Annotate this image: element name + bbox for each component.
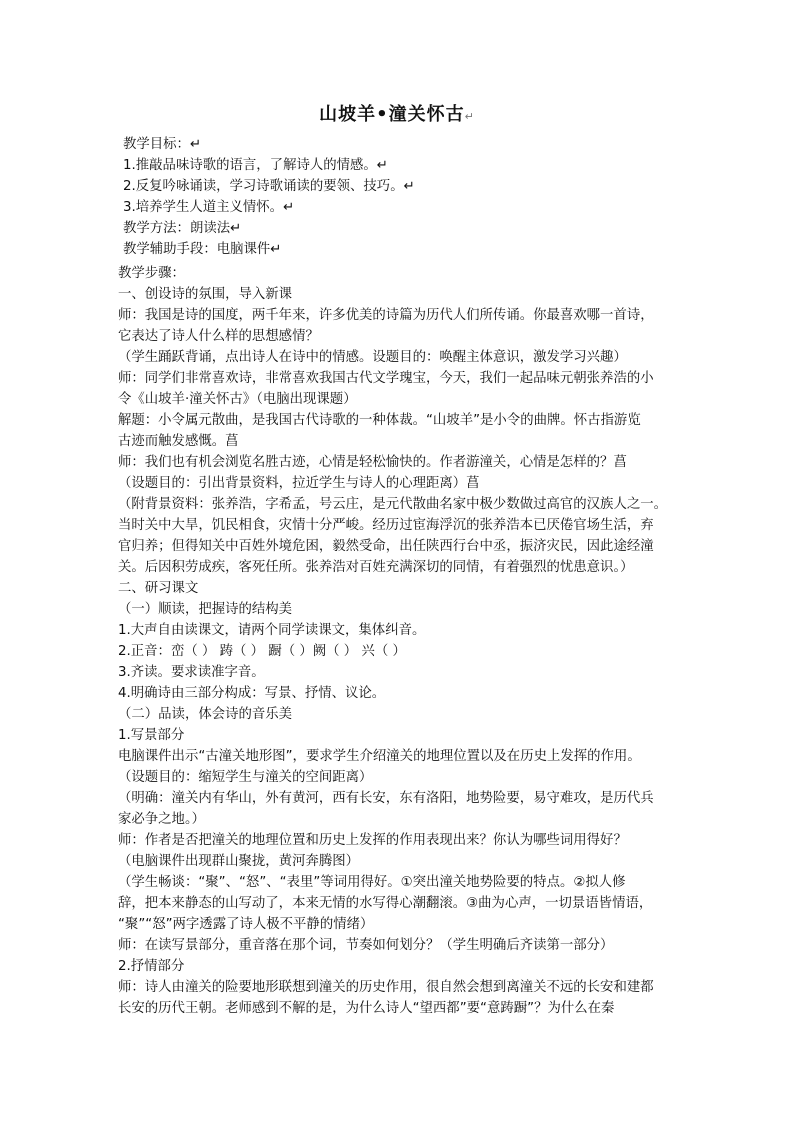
body-line: 师：同学们非常喜欢诗，非常喜欢我国古代文学瑰宝，今天，我们一起品味元朝张养浩的小: [118, 371, 654, 386]
teaching-method: 教学方法：朗读法↵: [123, 221, 242, 236]
body-line: 教学步骤：: [118, 266, 185, 281]
section-heading: 一、创设诗的氛围，导入新课: [118, 287, 293, 302]
body-line: 解题：小令属元散曲，是我国古代诗歌的一种体裁。“山坡羊”是小令的曲牌。怀古指游览: [118, 413, 641, 428]
section-heading: 二、研习课文: [118, 581, 199, 596]
page-title: [0, 100, 794, 126]
body-line: （电脑课件出现群山聚拢，黄河奔腾图）: [118, 854, 360, 869]
body-line: 电脑课件出示“古潼关地形图”，要求学生介绍潼关的地理位置以及在历史上发挥的作用。: [118, 749, 641, 764]
body-line: 关。后因积劳成疾，客死任所。张养浩对百姓充满深切的同情，有着强烈的忧患意识。）: [118, 560, 634, 575]
body-line: 当时关中大旱，饥民相食，灾情十分严峻。经历过宦海浮沉的张养浩本已厌倦官场生活，弃: [118, 518, 654, 533]
body-line: （附背景资料：张养浩，字希孟，号云庄，是元代散曲名家中极少数做过高官的汉族人之一。: [118, 497, 668, 512]
body-line: 令《山坡羊·潼关怀古》（电脑出现课题）: [118, 392, 357, 407]
pronunciation-line: 2.正音：峦（ ） 踌（ ） 蹰（ ）阙（ ） 兴（ ）: [118, 644, 406, 659]
body-line: 长安的历代王朝。老师感到不解的是，为什么诗人“望西都”要“意踌蹰”？为什么在秦: [118, 1001, 615, 1016]
body-line: （学生畅谈：“聚”、“怒”、“表里”等词用得好。①突出潼关地势险要的特点。②拟人修: [118, 875, 626, 890]
body-line: （设题目的：引出背景资料，拉近学生与诗人的心理距离）菖: [118, 476, 480, 491]
body-line: 师：诗人由潼关的险要地形联想到潼关的历史作用，很自然会想到离潼关不远的长安和建都: [118, 980, 654, 995]
teaching-aid: 教学辅助手段：电脑课件↵: [123, 242, 282, 257]
goal-item-1: 1.推敲品味诗歌的语言，了解诗人的情感。↵: [123, 158, 389, 173]
body-line: “聚”“怒”两字透露了诗人极不平静的情绪）: [118, 917, 374, 932]
goal-item-3: 3.培养学生人道主义情怀。↵: [123, 200, 295, 215]
body-line: 辞，把本来静态的山写动了，本来无情的水写得心潮翻滚。③曲为心声，一切景语皆情语，: [118, 896, 653, 911]
body-line: 1.大声自由读课文，请两个同学读课文，集体纠音。: [118, 623, 426, 638]
goals-heading: 教学目标：↵: [123, 137, 202, 152]
body-line: 师：作者是否把潼关的地理位置和历史上发挥的作用表现出来？你认为哪些词用得好？: [118, 833, 627, 848]
body-line: 它表达了诗人什么样的思想感情？: [118, 329, 319, 344]
body-line: 古迹而触发感慨。菖: [118, 434, 239, 449]
body-line: 4.明确诗由三部分构成：写景、抒情、议论。: [118, 686, 386, 701]
body-line: 2.抒情部分: [118, 959, 185, 974]
body-line: 师：我们也有机会浏览名胜古迹，心情是轻松愉快的。作者游潼关，心情是怎样的？菖: [118, 455, 627, 470]
subsection-heading: （一）顺读，把握诗的结构美: [118, 602, 293, 617]
body-line: 3.齐读。要求读准字音。: [118, 665, 265, 680]
body-line: 官归养；但得知关中百姓外境危困，毅然受命，出任陕西行台中丞，振济灾民，因此途经潼: [118, 539, 654, 554]
body-line: （明确：潼关内有华山，外有黄河，西有长安，东有洛阳，地势险要，易守难攻，是历代兵: [118, 791, 654, 806]
body-line: 家必争之地。）: [118, 812, 206, 827]
body-line: 1.写景部分: [118, 728, 185, 743]
goal-item-2: 2.反复吟咏诵读，学习诗歌诵读的要领、技巧。↵: [123, 179, 415, 194]
paragraph-mark: ↵: [464, 110, 475, 123]
body-line: 师：我国是诗的国度，两千年来，许多优美的诗篇为历代人们所传诵。你最喜欢哪一首诗，: [118, 308, 654, 323]
title-text: 山坡羊•潼关怀古: [319, 104, 465, 125]
body-line: （学生踊跃背诵，点出诗人在诗中的情感。设题目的：唤醒主体意识，激发学习兴趣）: [118, 350, 627, 365]
body-line: （设题目的：缩短学生与潼关的空间距离）: [118, 770, 373, 785]
body-line: 师：在读写景部分，重音落在那个词，节奏如何划分？（学生明确后齐读第一部分）: [118, 938, 614, 953]
subsection-heading: （二）品读，体会诗的音乐美: [118, 707, 293, 722]
